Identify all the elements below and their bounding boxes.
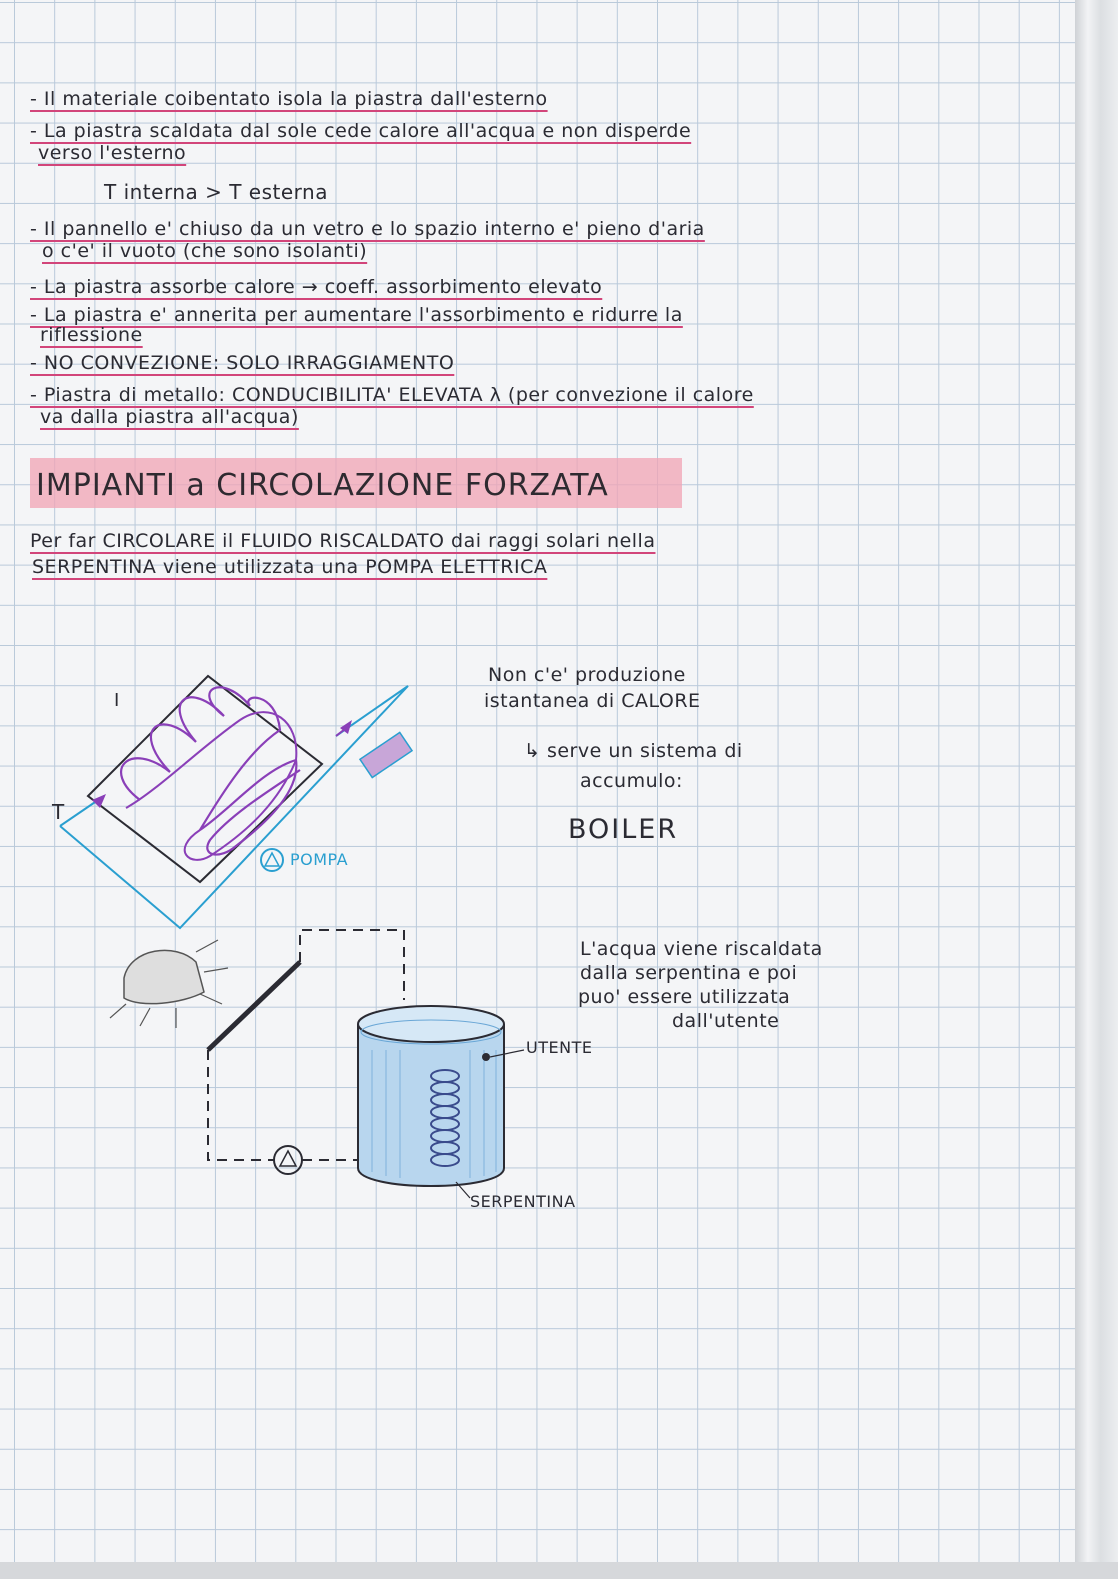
solar-panel-diagram xyxy=(60,676,412,928)
note-line-6: - La piastra assorbe calore → coeff. assorbimento elevato xyxy=(30,276,603,298)
boiler-note-line-4: dall'utente xyxy=(672,1010,780,1032)
note-line-9: - NO CONVEZIONE: SOLO IRRAGGIAMENTO xyxy=(30,352,455,374)
boiler-note-line-1: L'acqua viene riscaldata xyxy=(580,938,823,960)
note-line-1: - Il materiale coibentato isola la piastra dall'esterno xyxy=(30,88,548,110)
note-line-temperature: T interna > T esterna xyxy=(104,180,328,204)
serpentina-label: SERPENTINA xyxy=(470,1192,576,1211)
side-note-line-4: accumulo: xyxy=(580,770,683,792)
temperature-label: T xyxy=(52,800,65,824)
pump-label: POMPA xyxy=(290,850,349,869)
note-line-4: - Il pannello e' chiuso da un vetro e lo spazio interno e' pieno d'aria xyxy=(30,218,705,240)
section-intro-line-2: SERPENTINA viene utilizzata una POMPA ELETTRICA xyxy=(32,556,548,578)
side-note-line-1: Non c'e' produzione xyxy=(488,664,686,686)
note-line-3: verso l'esterno xyxy=(38,142,187,164)
boiler-diagram xyxy=(110,930,524,1198)
note-line-5: o c'e' il vuoto (che sono isolanti) xyxy=(42,240,368,262)
boiler-note-line-2: dalla serpentina e poi xyxy=(580,962,798,984)
boiler-label: BOILER xyxy=(568,814,679,845)
heat-exchanger-block xyxy=(360,732,412,777)
section-intro-line-1: Per far CIRCOLARE il FLUIDO RISCALDATO dai raggi solari nella xyxy=(30,530,656,552)
note-line-10: - Piastra di metallo: CONDUCIBILITA' ELEVATA λ (per convezione il calore xyxy=(30,384,754,406)
boiler-note-line-3: puo' essere utilizzata xyxy=(578,986,791,1008)
side-note-line-3: ↳ serve un sistema di xyxy=(524,740,743,762)
note-line-11: va dalla piastra all'acqua) xyxy=(40,406,299,428)
pump-circuit-pipe xyxy=(60,686,408,928)
note-line-7: - La piastra e' annerita per aumentare l'assorbimento e ridurre la xyxy=(30,304,683,326)
section-heading: IMPIANTI a CIRCOLAZIONE FORZATA xyxy=(36,468,609,503)
utente-label: UTENTE xyxy=(526,1038,593,1057)
solar-collector xyxy=(208,962,300,1050)
incident-radiation-label: I xyxy=(114,690,120,711)
side-note-line-2: istantanea di CALORE xyxy=(484,690,701,712)
note-line-8: riflessione xyxy=(40,324,143,346)
sun-icon xyxy=(124,950,204,1003)
note-line-2: - La piastra scaldata dal sole cede calore all'acqua e non disperde xyxy=(30,120,692,142)
